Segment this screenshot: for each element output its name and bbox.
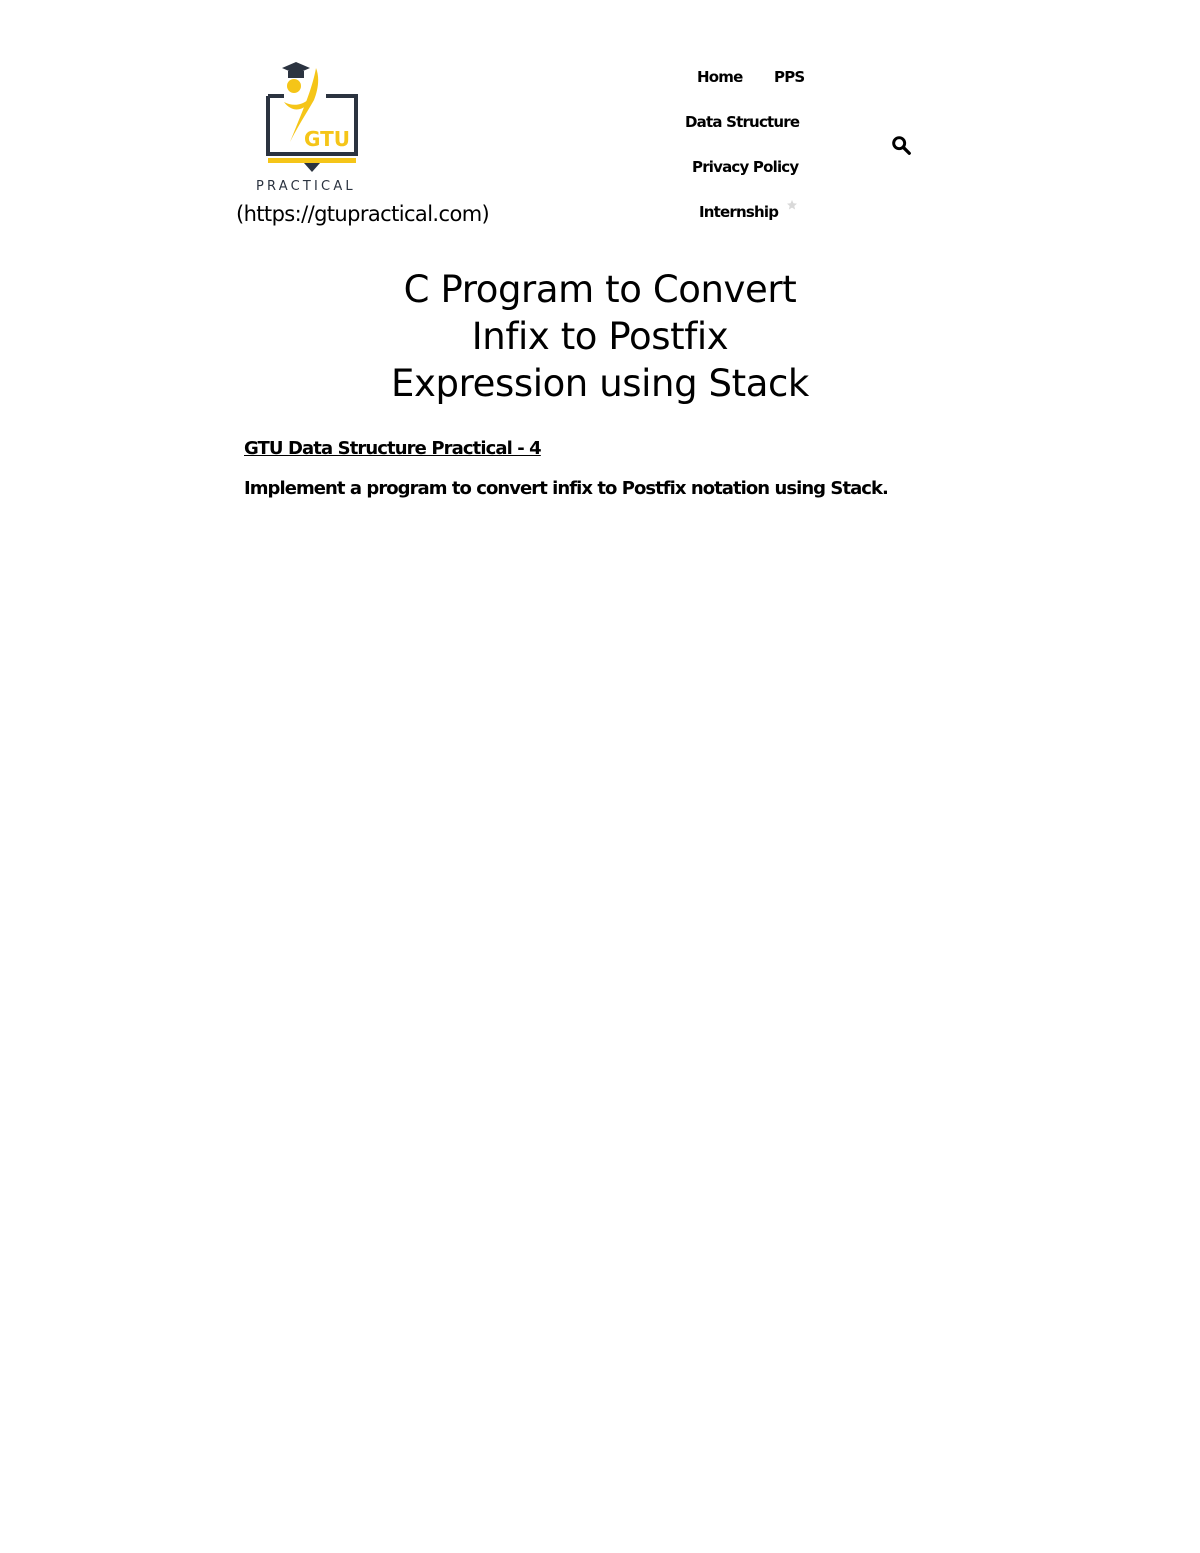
nav-item-home[interactable]: Home [697, 68, 743, 86]
nav-item-pps[interactable]: PPS [774, 68, 805, 86]
page-title [300, 266, 900, 407]
practical-aim: Implement a program to convert infix to Postfix notation using Stack. [244, 478, 888, 499]
svg-text:GTU: GTU [304, 127, 350, 151]
page-title-line: C Program to Convert [403, 268, 797, 311]
main-nav [660, 60, 830, 240]
logo-url-text: (https://gtupractical.com) [236, 202, 490, 226]
nav-item-data-structure[interactable]: Data Structure [685, 113, 800, 131]
practical-heading: GTU Data Structure Practical - 4 [244, 438, 541, 459]
svg-text:PRACTICAL: PRACTICAL [256, 179, 356, 194]
logo-link[interactable] [236, 56, 506, 236]
page-title-line: Infix to Postfix [471, 315, 729, 358]
star-icon [786, 199, 798, 211]
nav-item-internship[interactable]: Internship [699, 203, 779, 221]
page-title-line: Expression using Stack [391, 362, 809, 405]
nav-item-privacy-policy[interactable]: Privacy Policy [692, 158, 799, 176]
search-button[interactable] [890, 134, 916, 160]
search-icon [890, 134, 912, 156]
gtu-practical-logo [254, 56, 370, 196]
